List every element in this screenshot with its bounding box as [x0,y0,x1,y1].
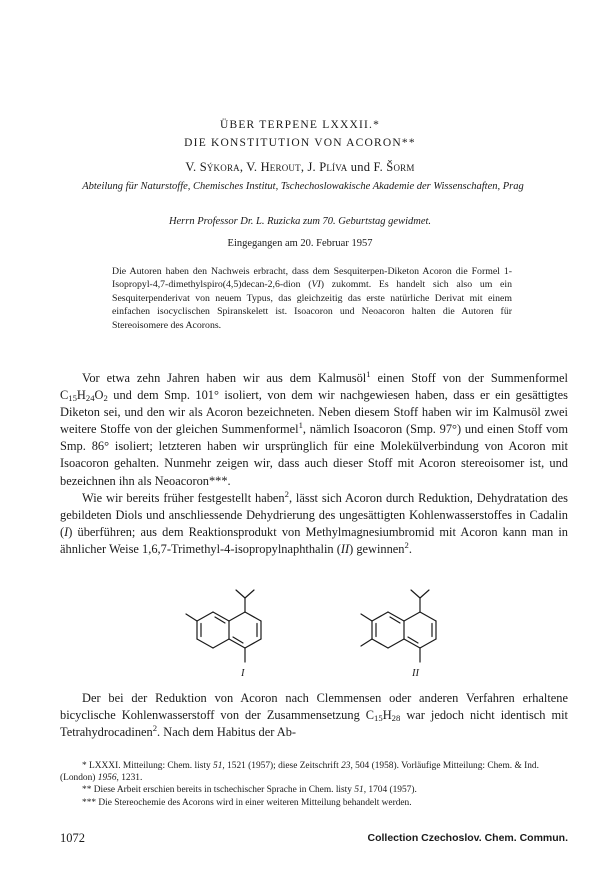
chemical-structures [0,588,600,688]
title-line-2: DIE KONSTITUTION VON ACORON** [184,137,416,149]
page-number: 1072 [60,831,85,845]
journal-name: Collection Czechoslov. Chem. Commun. [367,832,568,844]
paragraph-2: Wie wir bereits früher festgestellt haben$^2$, lässt sich Acoron durch Reduktion, Dehydratation des gebildeten Diols und anschliessende Dehydrierung des ungesättigten Kohlenwasserstoffes in Cadalin (I) überführen; aus dem Reaktionsprodukt von Methylmagnesiumbromid mit Acoron kann man in ähnlicher Weise 1,6,7-Trimethyl-4-isopropylnaphthalin (II) gewinnen$^2$. [60,488,568,556]
author-name: Herout [260,160,301,174]
dedication: Herrn Professor Dr. L. Ruzicka zum 70. Geburtstag gewidmet. [168,216,432,227]
footnote-1: * LXXXI. Mitteilung: Chem. listy 51, 1521 (1957); diese Zeitschrift 23, 504 (1958). Vorläufige Mitteilung: Chem. & Ind. (London) 1956, 1231. [60,761,539,784]
footnote-3: *** Die Stereochemie des Acorons wird in einer weiteren Mitteilung behandelt werden. [82,797,412,808]
footnotes [60,760,568,809]
structure-trimethyl-isopropylnaphthalene [361,590,436,662]
paragraph-3: Der bei der Reduktion von Acoron nach Clemmensen oder anderen Verfahren erhaltene bicyclische Kohlenwasserstoff von der Zusammensetzung $C_{15}H_{28}$ war jedoch nicht identisch mit Tetrahydrocadinen$^2$. Nach dem Habitus der Ab- [60,691,568,740]
body-text [60,370,568,558]
abstract: Die Autoren haben den Nachweis erbracht, dass dem Sesquiterpen-Diketon Acoron die Formel 1-Isopropyl-4,7-dimethylspiro(4,5)decan-2,6-dion (VI) zukommt. Es handelt sich also um ein Sesquiterpenderivat von neuem Typus, das gleichzeitig das erste natürliche Derivat mit einem einfachen isocyclischen Spiranskelett ist. Isoacoron und Neoacoron halten die Autoren für Stereoisomere des Acorons. [112,266,513,331]
author-name: Plíva [319,160,348,174]
author-name: Šorm [386,160,415,174]
compound-ref: VI [311,279,321,291]
structure-label-1: I [241,668,245,679]
footnote-2: ** Diese Arbeit erschien bereits in tschechischer Sprache in Chem. listy 51, 1704 (1957). [82,785,417,796]
paragraph-1: Vor etwa zehn Jahren haben wir aus dem Kalmusöl$^1$ einen Stoff von der Summenformel $C_{15}H_{24}O_2$ und dem Smp. 101° isoliert, von dem wir nachgewiesen haben, dass er ein gesättigtes Diketon sei, und den wir als Acoron bezeichneten. Neben diesem Stoff haben wir im Kalmusöl zwei weitere Stoffe von der gleichen Summenformel$^1$, nämlich Isoacoron (Smp. 97°) und einen Stoff vom Smp. 86° isoliert; letzteren haben wir ursprünglich für eine Molekülverbindung von Acoron mit Isoacoron gehalten. Nunmehr zeigen wir, dass auch dieser Stoff mit Acoron stereoisomer ist, und bezeichnen ihn als Neoacoron***. [60,369,568,488]
author-name: Sýkora [199,160,240,174]
author-list: V. Sýkora, V. Herout, J. Plíva und F. Šorm [185,160,415,174]
paper-title [0,116,600,152]
structure-cadalene [186,590,261,662]
structure-label-2: II [412,668,419,679]
received-date: Eingegangen am 20. Februar 1957 [227,238,373,249]
body-text-continued [60,690,568,741]
title-line-1: ÜBER TERPENE LXXXII.* [219,119,381,131]
affiliation: Abteilung für Naturstoffe, Chemisches Institut, Tschechoslowakische Akademie der Wissenschaften, Prag [82,181,524,192]
